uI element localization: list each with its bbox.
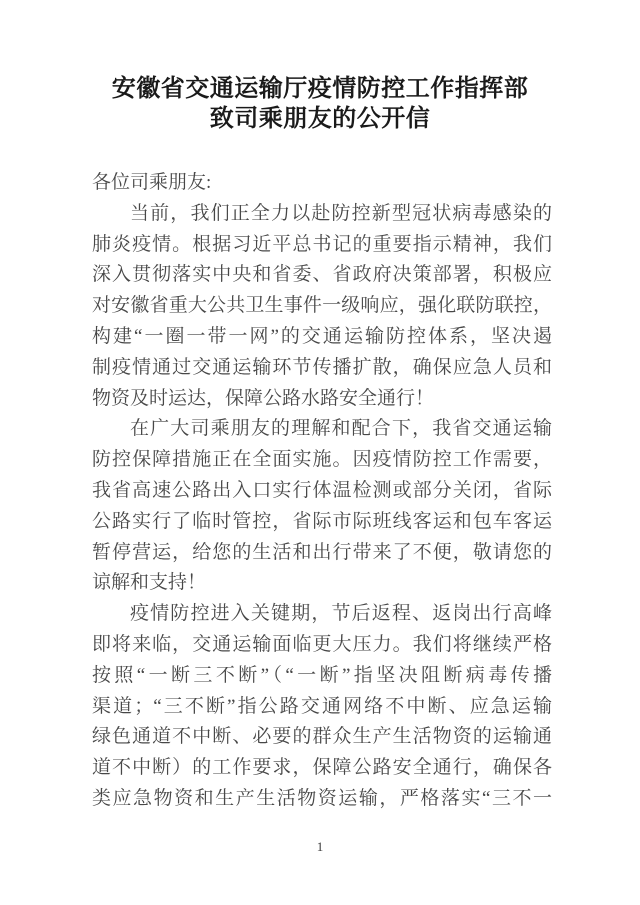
paragraph-3 (92, 599, 552, 815)
text-line: 公路实行了临时管控，省际市际班线客运和包车客运 (92, 510, 552, 532)
text-line: 按照“一断三不断”（“一断”指坚决阻断病毒传播 (92, 664, 552, 686)
text-line: 防控保障措施正在全面实施。因疫情防控工作需要， (92, 449, 552, 471)
text-line: 我省高速公路出入口实行体温检测或部分关闭，省际 (92, 479, 552, 501)
text-line: 各位司乘朋友: (92, 172, 212, 193)
salutation (92, 168, 552, 199)
text-line: 即将来临，交通运输面临更大压力。我们将继续严格 (92, 633, 552, 655)
paragraph-1 (92, 199, 552, 415)
text-line: 物资及时运达，保障公路水路安全通行！ (92, 387, 435, 409)
text-line: 类应急物资和生产生活物资运输，严格落实“三不一 (92, 787, 552, 809)
title-line-2: 致司乘朋友的公开信 (209, 106, 431, 132)
text-line: 构建“一圈一带一网”的交通运输防控体系，坚决遏 (92, 325, 552, 347)
text-line: 制疫情通过交通运输环节传播扩散，确保应急人员和 (92, 356, 552, 378)
paragraph-2 (92, 414, 552, 599)
page-number: 1 (316, 839, 324, 854)
text-line: 绿色通道不中断、必要的群众生产生活物资的运输通 (92, 726, 552, 748)
text-line: 暂停营运，给您的生活和出行带来了不便，敬请您的 (92, 541, 552, 563)
text-line: 深入贯彻落实中央和省委、省政府决策部署，积极应 (92, 264, 552, 286)
title-line-1: 安徽省交通运输厅疫情防控工作指挥部 (111, 76, 529, 102)
document-title (0, 74, 640, 134)
text-line: 当前，我们正全力以赴防控新型冠状病毒感染的 (130, 202, 552, 224)
text-line: 肺炎疫情。根据习近平总书记的重要指示精神，我们 (92, 233, 552, 255)
text-line: 对安徽省重大公共卫生事件一级响应，强化联防联控， (92, 295, 552, 317)
text-line: 在广大司乘朋友的理解和配合下，我省交通运输 (130, 418, 552, 440)
text-line: 疫情防控进入关键期，节后返程、返岗出行高峰 (130, 603, 552, 625)
text-line: 道不中断）的工作要求，保障公路安全通行，确保各 (92, 757, 552, 779)
text-line: 谅解和支持！ (92, 572, 207, 594)
letter-body (92, 168, 552, 815)
text-line: 渠道；“三不断”指公路交通网络不中断、应急运输 (92, 695, 552, 717)
